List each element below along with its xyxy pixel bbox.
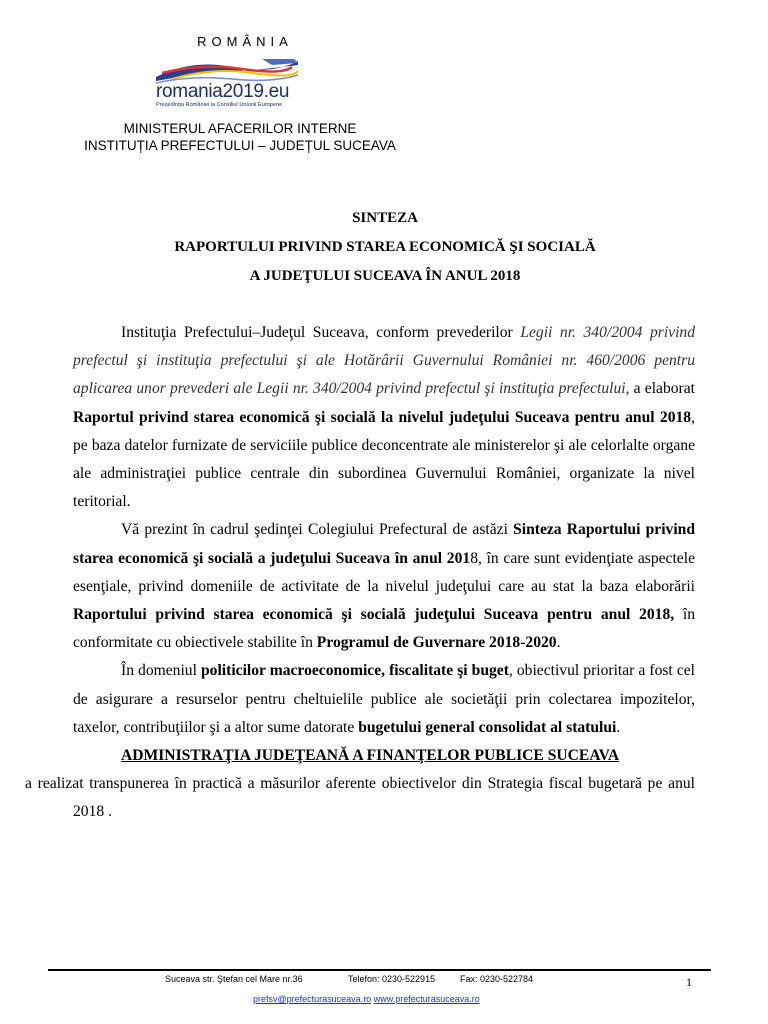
paragraph-3 [73,657,695,742]
text-segment: Instituţia Prefectului–Judeţul Suceava, conform prevederilor [121,324,521,341]
paragraph-1 [73,319,695,516]
footer-phone: Telefon: 0230-522915 [348,974,436,984]
text-segment: 8, în care sunt evidenţiate aspectele esenţiale, privind domeniile de activitate de la nivelul judeţului care au stat la baza elaborării [73,549,695,595]
text-segment: , obiectivul prioritar a fost cel de asigurare a resurselor pentru cheltuielile publice ale societăţii prin colectarea impozitelor, taxelor, contribuţiilor şi a altor sume datorate [73,662,695,736]
text-segment: . [616,718,621,736]
text-bold: Sinteza Raportului privind starea economică şi socială a judeţului Suceava în anul 201 [73,521,696,567]
text-segment: în conformitate cu obiectivele stabilite în [73,606,695,652]
text-segment: , pe baza datelor furnizate de serviciile publice deconcentrate ale ministerelor şi ale celorlalte organe ale administraţiei publice centrale din subordinea Guvernului României, organizate la nivel teritorial. [73,408,695,511]
title-line-2: RAPORTULUI PRIVIND STAREA ECONOMICĂ ŞI SOCIALĂ [174,239,596,255]
text-segment: În domeniul [121,662,201,680]
document-body [25,319,696,827]
footer-links [253,994,480,1004]
section-heading: ADMINISTRAŢIA JUDEŢEANĂ A FINANŢELOR PUBLICE SUCEAVA [121,747,620,765]
title-line-3: A JUDEŢULUI SUCEAVA ÎN ANUL 2018 [249,268,521,284]
text-bold: Raportul privind starea economică şi socială la nivelul judeţului Suceava pentru anul 2018 [73,408,692,426]
romania2019-logo [152,55,302,111]
footer-fax: Fax: 0230-522784 [460,974,534,984]
logo-subtitle: Președinția României la Consiliul Uniunii Europene [156,102,283,108]
ministry-line-1: MINISTERUL AFACERILOR INTERNE [123,121,357,136]
text-italic: Legii nr. 340/2004 privind prefectul şi instituţia prefectului şi ale Hotărârii Guvernului României nr. 460/2006 pentru aplicarea unor prevederi ale Legii nr. 340/2004 privind prefectul şi instituţia prefectului, [73,324,695,398]
title-line-1: SINTEZA [352,210,418,226]
text-bold: politicilor macroeconomice, fiscalitate şi buget [201,662,509,680]
footer-address: Suceava str. Ştefan cel Mare nr.36 [165,974,303,984]
header-country: ROMÂNIA [197,34,293,49]
paragraph-4 [25,742,695,827]
page-number: 1 [686,975,692,989]
ministry-line-2: INSTITUȚIA PREFECTULUI – JUDEȚUL SUCEAVA [84,138,396,153]
ministry-header [60,120,420,154]
logo-text: romania2019.eu [156,81,290,102]
paragraph-2 [73,516,695,657]
text-segment: Vă prezint în cadrul şedinţei Colegiului Prefectural de astăzi [121,521,514,539]
text-segment: . [556,634,561,652]
text-bold: Raportului privind starea economică şi socială judeţului Suceava pentru anul 2018, [73,606,675,624]
text-bold: Programul de Guvernare 2018-2020 [316,634,557,652]
website-link[interactable]: www.prefecturasuceava.ro [373,994,480,1004]
text-bold: bugetului general consolidat al statului [358,718,617,736]
email-link[interactable]: prefsv@prefecturasuceava.ro [253,994,372,1004]
text-segment: a elaborat [629,380,695,398]
document-title [60,204,710,291]
text-segment: a realizat transpunerea în practică a măsurilor aferente obiectivelor din Strategia fiscal bugetară pe anul 2018 . [25,775,695,821]
footer-divider [48,969,711,971]
